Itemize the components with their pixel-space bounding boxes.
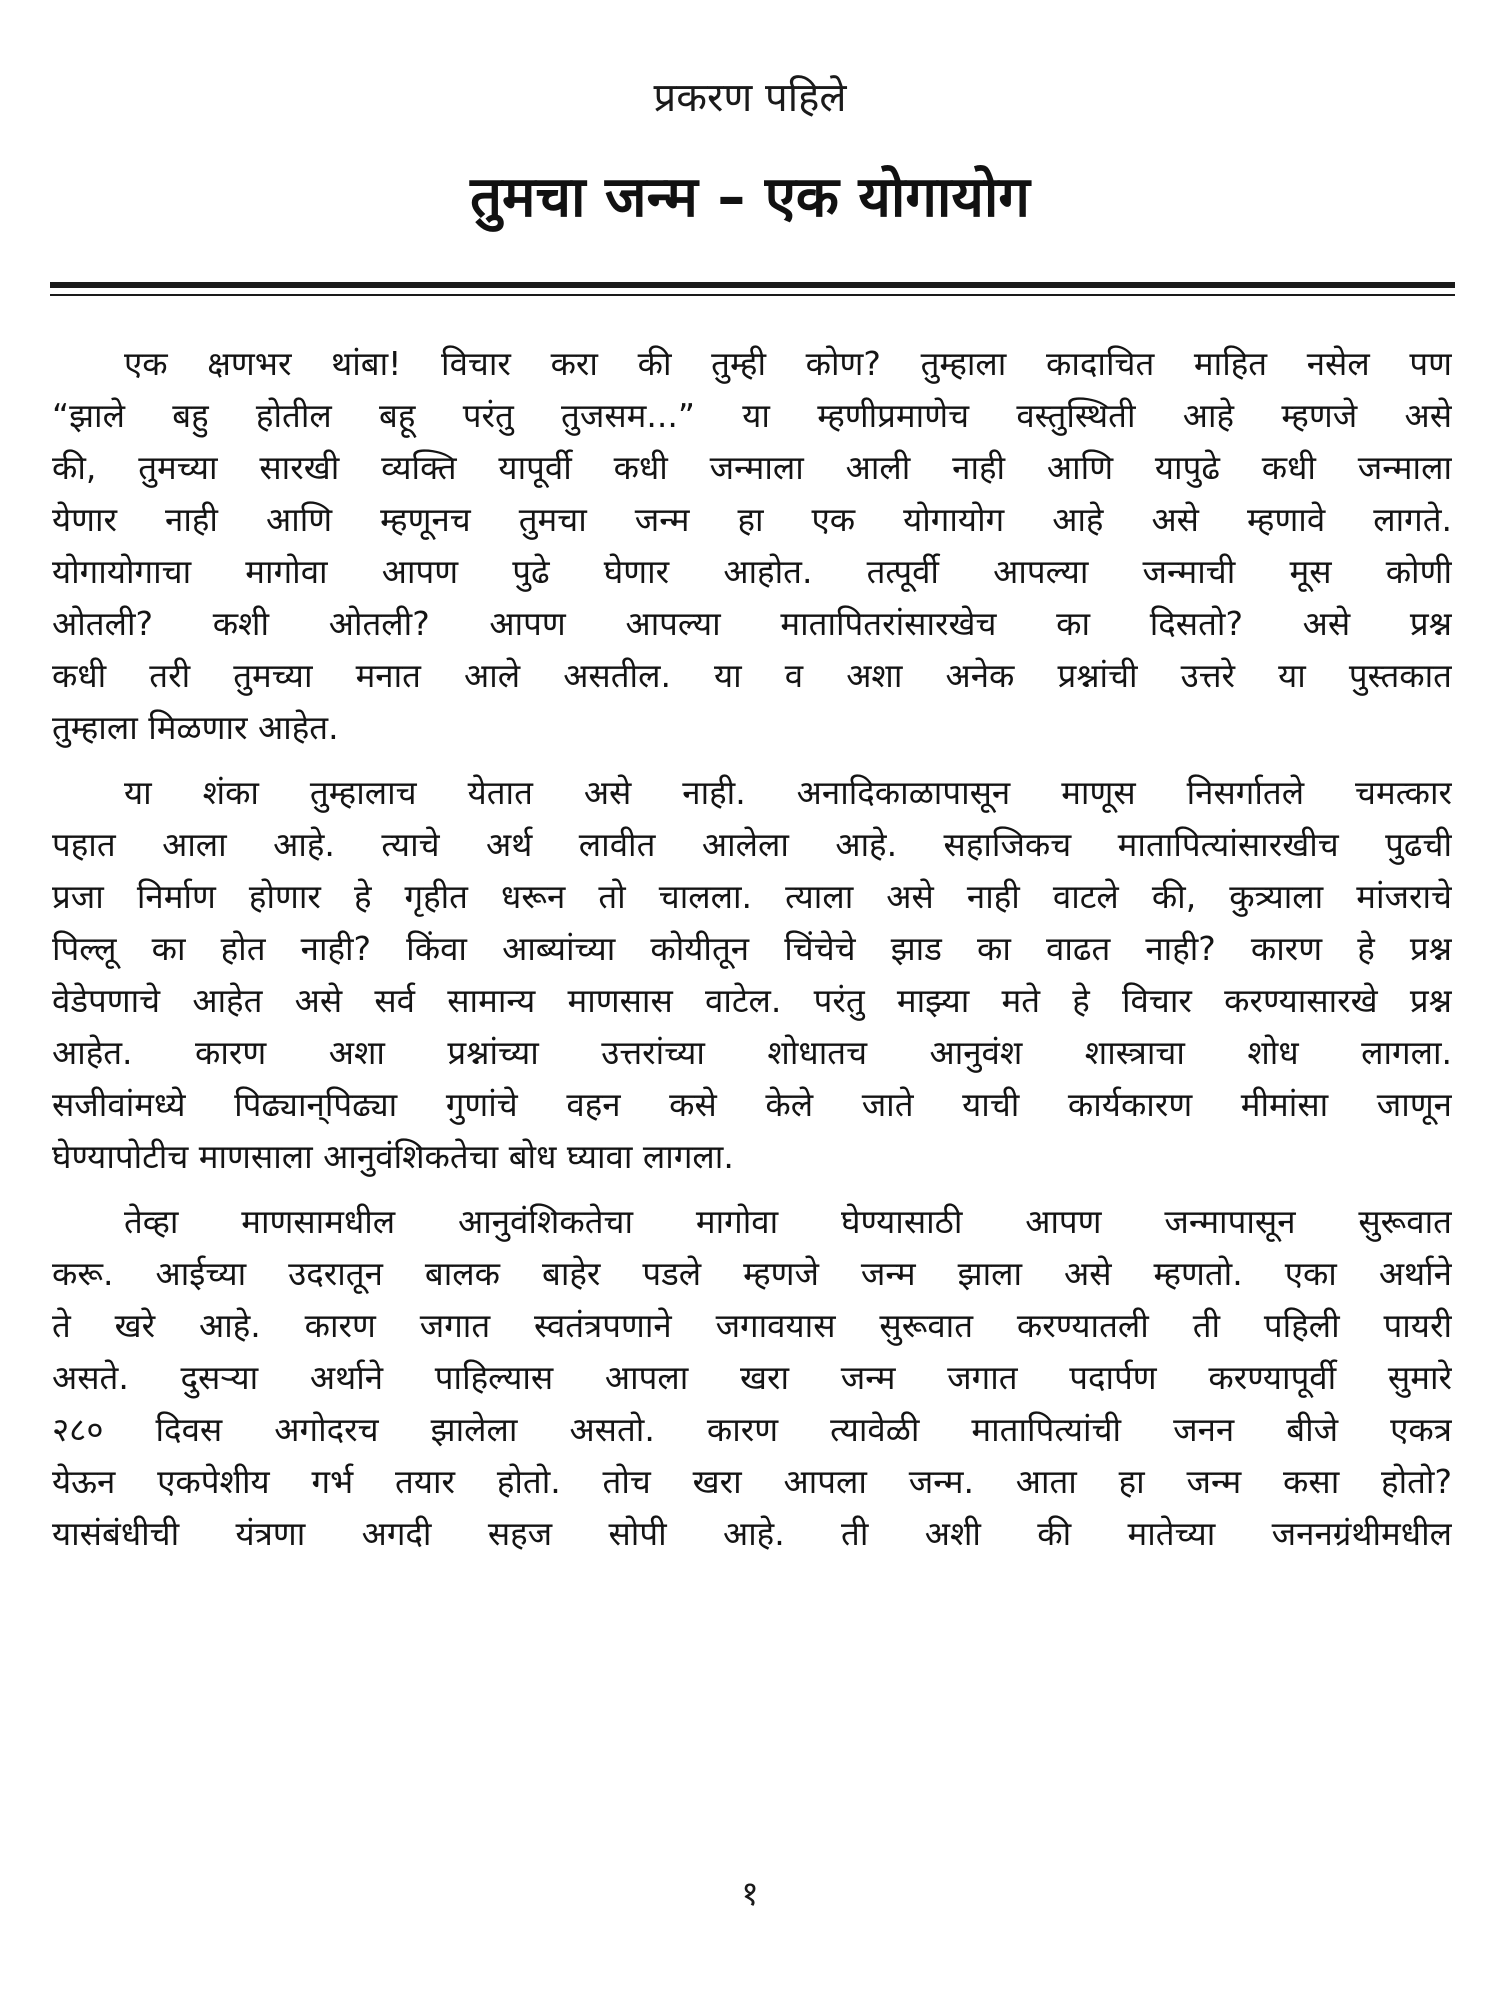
paragraph-gap	[52, 1183, 1452, 1196]
text-line: पिल्लू का होत नाही? किंवा आब्यांच्या कोयीतून चिंचेचे झाड का वाढत नाही? कारण हे प्रश्न	[52, 929, 1452, 968]
text-line: तुम्हाला मिळणार आहेत.	[52, 708, 339, 747]
text-line: वेडेपणाचे आहेत असे सर्व सामान्य माणसास वाटेल. परंतु माझ्या मते हे विचार करण्यासारखे प्रश्न	[52, 981, 1452, 1020]
text-line: यासंबंधीची यंत्रणा अगदी सहज सोपी आहे. ती अशी की मातेच्या जननग्रंथीमधील	[52, 1514, 1452, 1553]
text-line: एक क्षणभर थांबा! विचार करा की तुम्ही कोण? तुम्हाला कादाचित माहित नसेल पण	[124, 344, 1452, 383]
title-divider-thick	[50, 282, 1455, 288]
paragraph-gap	[52, 754, 1452, 767]
text-line: कधी तरी तुमच्या मनात आले असतील. या व अशा अनेक प्रश्नांची उत्तरे या पुस्तकात	[52, 656, 1452, 695]
text-line: येणार नाही आणि म्हणूनच तुमचा जन्म हा एक योगायोग आहे असे म्हणावे लागते.	[52, 500, 1452, 539]
paragraph-2	[52, 767, 1452, 1183]
text-line: ओतली? कशी ओतली? आपण आपल्या मातापितरांसारखेच का दिसतो? असे प्रश्न	[52, 604, 1452, 643]
text-line: ते खरे आहे. कारण जगात स्वतंत्रपणाने जगावयास सुरूवात करण्यातली ती पहिली पायरी	[52, 1306, 1452, 1345]
text-line: घेण्यापोटीच माणसाला आनुवंशिकतेचा बोध घ्यावा लागला.	[52, 1137, 734, 1176]
chapter-label: प्रकरण पहिले	[653, 75, 847, 121]
page-number: १	[741, 1874, 759, 1914]
paragraph-1	[52, 338, 1452, 754]
text-line: प्रजा निर्माण होणार हे गृहीत धरून तो चालला. त्याला असे नाही वाटले की, कुत्र्याला मांजराचे	[52, 877, 1452, 916]
text-line: या शंका तुम्हालाच येतात असे नाही. अनादिकाळापासून माणूस निसर्गातले चमत्कार	[124, 773, 1452, 812]
text-line: २८० दिवस अगोदरच झालेला असतो. कारण त्यावेळी मातापित्यांची जनन बीजे एकत्र	[52, 1410, 1452, 1449]
text-line: करू. आईच्या उदरातून बालक बाहेर पडले म्हणजे जन्म झाला असे म्हणतो. एका अर्थाने	[52, 1254, 1452, 1293]
paragraph-3	[52, 1196, 1452, 1560]
title-divider-thin	[50, 294, 1455, 296]
body-text	[52, 338, 1452, 1560]
text-line: की, तुमच्या सारखी व्यक्ति यापूर्वी कधी जन्माला आली नाही आणि यापुढे कधी जन्माला	[52, 448, 1452, 487]
text-line: सजीवांमध्ये पिढ्यान्‌पिढ्या गुणांचे वहन कसे केले जाते याची कार्यकारण मीमांसा जाणून	[52, 1085, 1452, 1124]
text-line: “झाले बहु होतील बहू परंतु तुजसम...” या म्हणीप्रमाणेच वस्तुस्थिती आहे म्हणजे असे	[52, 396, 1452, 435]
text-line: पहात आला आहे. त्याचे अर्थ लावीत आलेला आहे. सहाजिकच मातापित्यांसारखीच पुढची	[52, 825, 1452, 864]
text-line: आहेत. कारण अशा प्रश्नांच्या उत्तरांच्या शोधातच आनुवंश शास्त्राचा शोध लागला.	[52, 1033, 1452, 1072]
text-line: तेव्हा माणसामधील आनुवंशिकतेचा मागोवा घेण्यासाठी आपण जन्मापासून सुरूवात	[124, 1202, 1452, 1241]
text-line: असते. दुसऱ्या अर्थाने पाहिल्यास आपला खरा जन्म जगात पदार्पण करण्यापूर्वी सुमारे	[52, 1358, 1452, 1397]
chapter-title: तुमचा जन्म – एक योगायोग	[470, 165, 1030, 230]
text-line: योगायोगाचा मागोवा आपण पुढे घेणार आहोत. तत्पूर्वी आपल्या जन्माची मूस कोणी	[52, 552, 1452, 591]
text-line: येऊन एकपेशीय गर्भ तयार होतो. तोच खरा आपला जन्म. आता हा जन्म कसा होतो?	[52, 1462, 1452, 1501]
